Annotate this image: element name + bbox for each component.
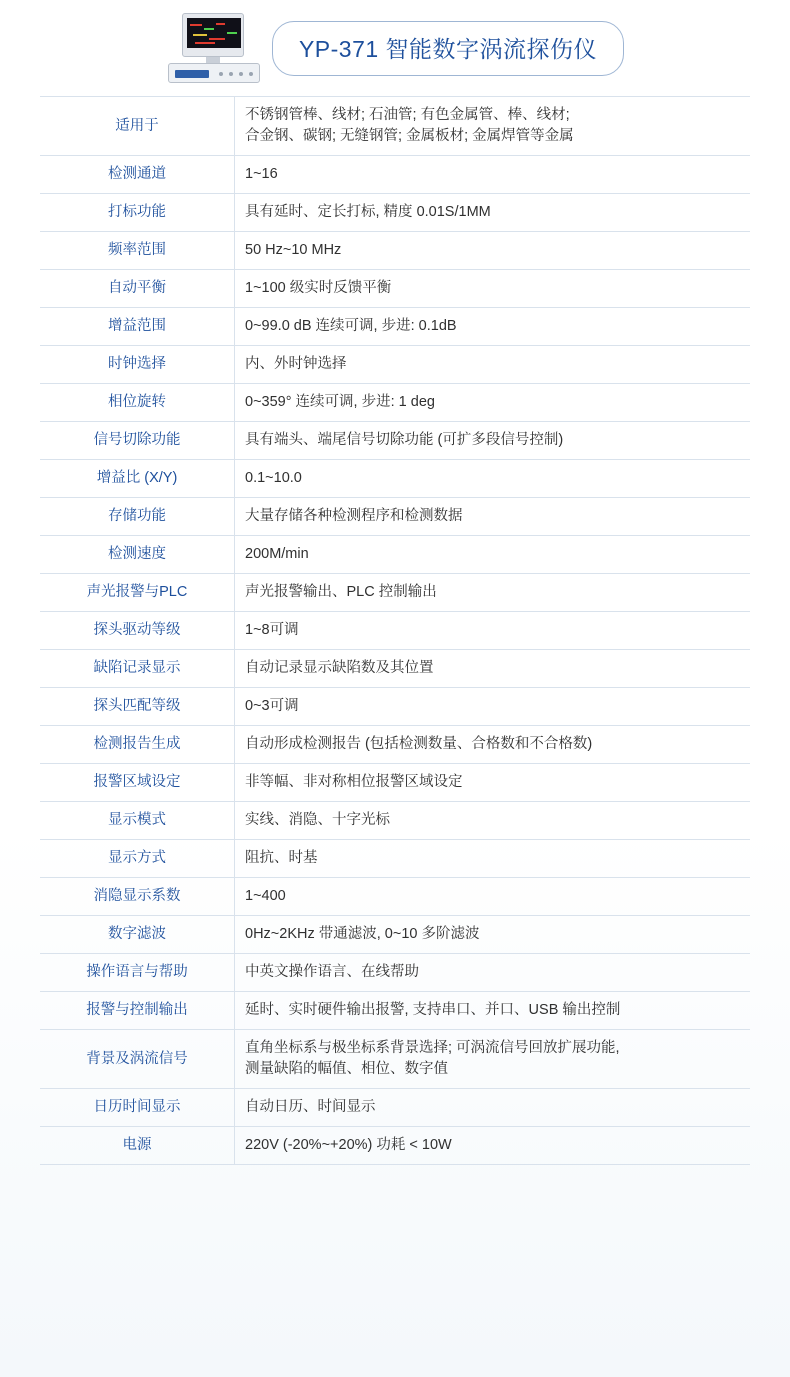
table-row xyxy=(40,1127,750,1165)
spec-label: 频率范围 xyxy=(40,232,235,270)
spec-label: 打标功能 xyxy=(40,194,235,232)
spec-value: 1~100 级实时反馈平衡 xyxy=(245,280,392,297)
table-row xyxy=(40,498,750,536)
spec-label: 检测报告生成 xyxy=(40,726,235,764)
table-row xyxy=(40,270,750,308)
spec-value: 自动记录显示缺陷数及其位置 xyxy=(245,660,434,677)
spec-value: 中英文操作语言、在线帮助 xyxy=(245,964,419,981)
spec-value: 具有端头、端尾信号切除功能 (可扩多段信号控制) xyxy=(245,432,564,449)
spec-value xyxy=(235,97,751,156)
table-row xyxy=(40,764,750,802)
spec-label: 增益范围 xyxy=(40,308,235,346)
spec-label: 报警与控制输出 xyxy=(40,992,235,1030)
table-row xyxy=(40,97,750,156)
table-row xyxy=(40,460,750,498)
spec-label: 适用于 xyxy=(40,97,235,156)
spec-label: 操作语言与帮助 xyxy=(40,954,235,992)
spec-table-container xyxy=(0,96,790,1165)
spec-label: 消隐显示系数 xyxy=(40,878,235,916)
table-row xyxy=(40,612,750,650)
table-row xyxy=(40,954,750,992)
spec-value: 大量存储各种检测程序和检测数据 xyxy=(245,508,463,525)
spec-value: 阻抗、时基 xyxy=(245,850,318,867)
spec-value: 0Hz~2KHz 带通滤波, 0~10 多阶滤波 xyxy=(245,926,480,943)
table-row xyxy=(40,194,750,232)
spec-label: 电源 xyxy=(40,1127,235,1165)
table-row xyxy=(40,840,750,878)
spec-label: 声光报警与PLC xyxy=(40,574,235,612)
table-row xyxy=(40,802,750,840)
table-row xyxy=(40,1089,750,1127)
spec-value: 200M/min xyxy=(245,546,309,563)
spec-label: 数字滤波 xyxy=(40,916,235,954)
spec-label: 探头匹配等级 xyxy=(40,688,235,726)
base-unit xyxy=(168,63,260,83)
specification-table xyxy=(40,96,750,1165)
spec-value: 220V (-20%~+20%) 功耗 < 10W xyxy=(245,1137,452,1154)
table-row xyxy=(40,308,750,346)
spec-label: 检测通道 xyxy=(40,156,235,194)
spec-value xyxy=(235,1030,751,1089)
spec-value: 实线、消隐、十字光标 xyxy=(245,812,390,829)
spec-label: 背景及涡流信号 xyxy=(40,1030,235,1089)
table-row xyxy=(40,688,750,726)
spec-label: 自动平衡 xyxy=(40,270,235,308)
spec-value-line: 合金钢、碳钢; 无缝钢管; 金属板材; 金属焊管等金属 xyxy=(245,128,574,145)
table-row xyxy=(40,156,750,194)
table-row xyxy=(40,232,750,270)
page-title: YP-371 智能数字涡流探伤仪 xyxy=(298,35,598,62)
spec-label: 时钟选择 xyxy=(40,346,235,384)
spec-value-line: 不锈钢管棒、线材; 石油管; 有色金属管、棒、线材; xyxy=(245,107,570,123)
table-row xyxy=(40,726,750,764)
spec-value: 50 Hz~10 MHz xyxy=(245,242,342,259)
page-header xyxy=(0,0,790,96)
spec-value-line: 测量缺陷的幅值、相位、数字值 xyxy=(245,1061,448,1078)
spec-value: 0~359° 连续可调, 步进: 1 deg xyxy=(245,394,435,411)
spec-value: 内、外时钟选择 xyxy=(245,356,347,373)
spec-label: 检测速度 xyxy=(40,536,235,574)
table-row xyxy=(40,422,750,460)
table-row xyxy=(40,1030,750,1089)
spec-label: 缺陷记录显示 xyxy=(40,650,235,688)
spec-value: 0~3可调 xyxy=(245,698,299,715)
spec-value: 1~16 xyxy=(245,166,278,183)
spec-value: 延时、实时硬件输出报警, 支持串口、并口、USB 输出控制 xyxy=(245,1002,621,1019)
spec-label: 报警区域设定 xyxy=(40,764,235,802)
spec-value: 自动日历、时间显示 xyxy=(245,1099,376,1116)
spec-value: 0~99.0 dB 连续可调, 步进: 0.1dB xyxy=(245,318,457,335)
spec-label: 探头驱动等级 xyxy=(40,612,235,650)
table-row xyxy=(40,384,750,422)
spec-label: 存储功能 xyxy=(40,498,235,536)
spec-value: 自动形成检测报告 (包括检测数量、合格数和不合格数) xyxy=(245,736,593,753)
spec-label: 增益比 (X/Y) xyxy=(40,460,235,498)
spec-label: 信号切除功能 xyxy=(40,422,235,460)
eddy-current-detector-illustration xyxy=(166,11,262,85)
monitor-screen xyxy=(187,18,241,48)
spec-label: 显示模式 xyxy=(40,802,235,840)
spec-value: 非等幅、非对称相位报警区域设定 xyxy=(245,774,463,791)
table-row xyxy=(40,574,750,612)
spec-label: 相位旋转 xyxy=(40,384,235,422)
table-row xyxy=(40,916,750,954)
table-row xyxy=(40,346,750,384)
spec-label: 日历时间显示 xyxy=(40,1089,235,1127)
spec-value: 1~8可调 xyxy=(245,622,299,639)
table-row xyxy=(40,536,750,574)
spec-value: 声光报警输出、PLC 控制输出 xyxy=(245,584,437,601)
base-strip xyxy=(175,70,209,78)
table-row xyxy=(40,992,750,1030)
table-row xyxy=(40,650,750,688)
spec-value: 0.1~10.0 xyxy=(245,470,302,487)
spec-value: 1~400 xyxy=(245,888,286,905)
table-row xyxy=(40,878,750,916)
page-title-pill xyxy=(272,21,624,76)
spec-value: 具有延时、定长打标, 精度 0.01S/1MM xyxy=(245,204,491,221)
monitor-body xyxy=(182,13,244,57)
spec-value-line: 直角坐标系与极坐标系背景选择; 可涡流信号回放扩展功能, xyxy=(245,1040,620,1057)
spec-label: 显示方式 xyxy=(40,840,235,878)
